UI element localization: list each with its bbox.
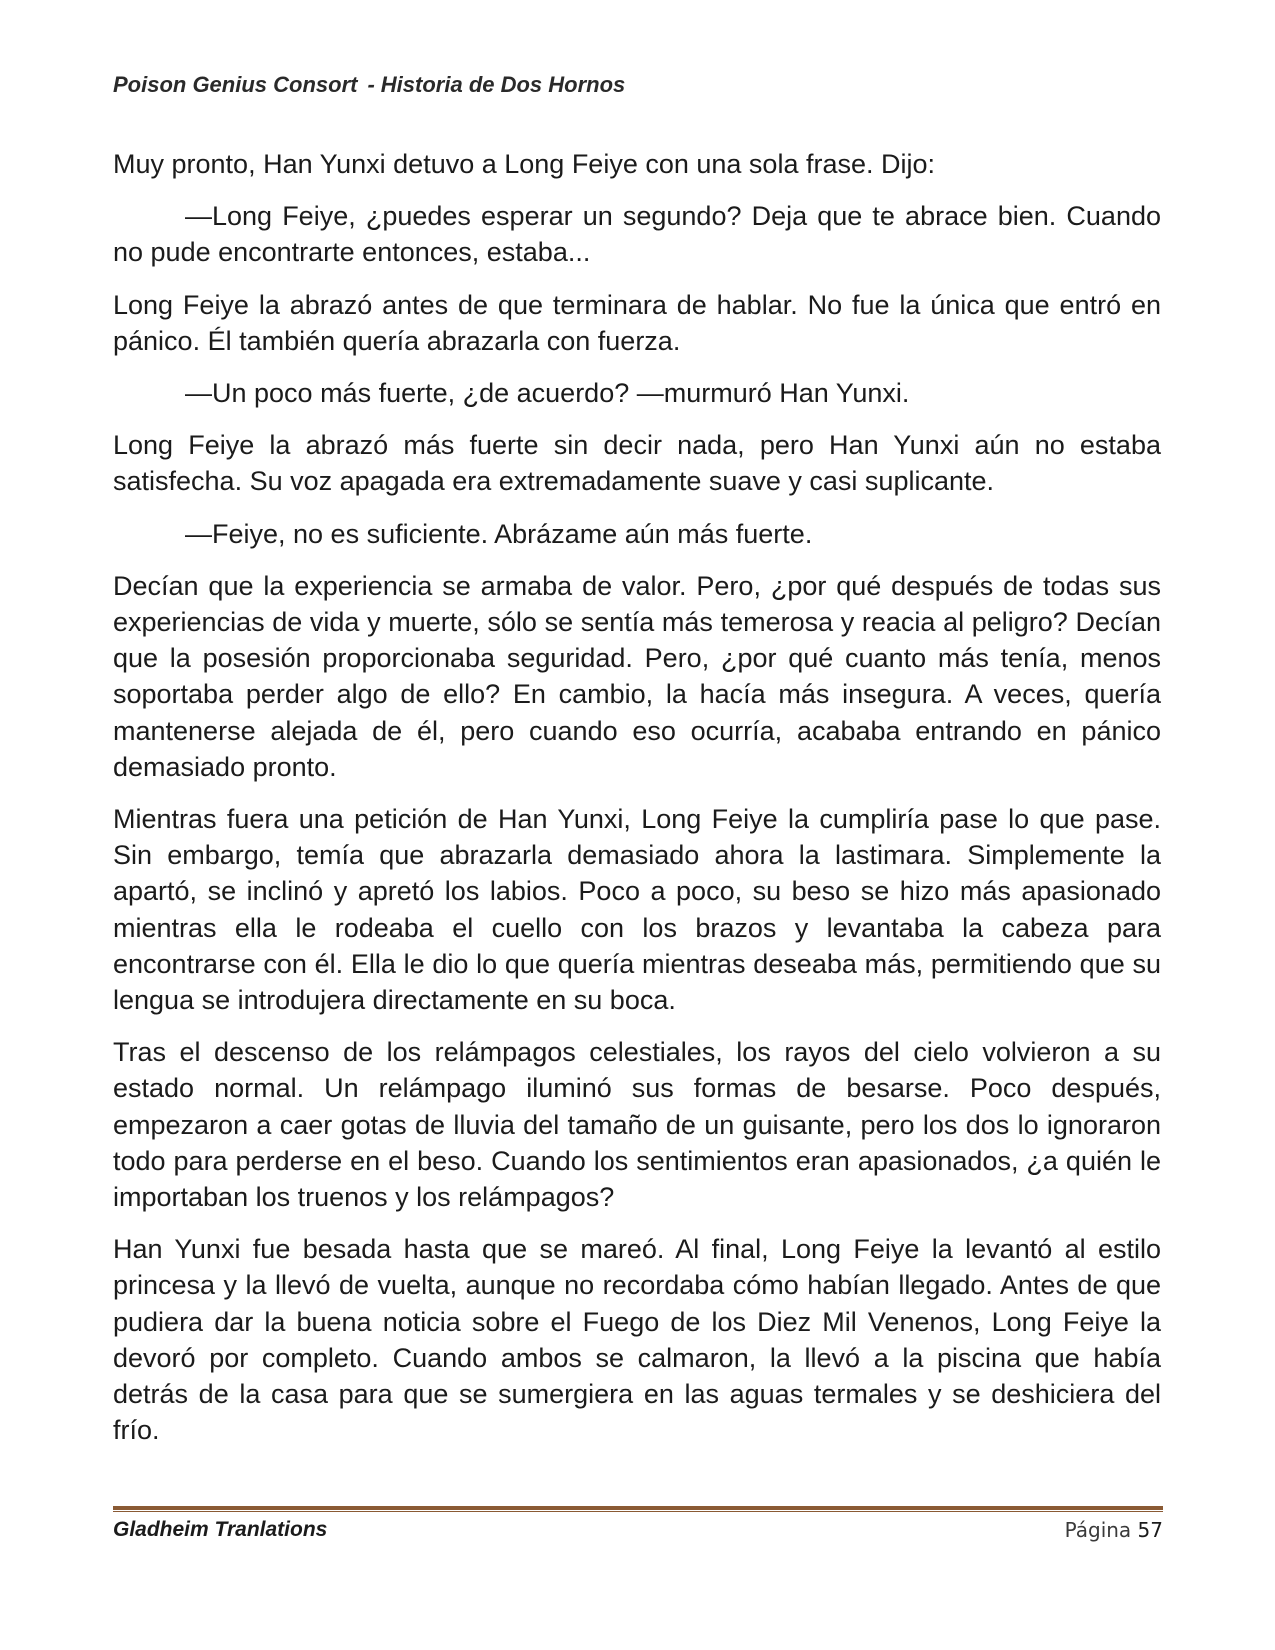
dialogue-paragraph: —Long Feiye, ¿puedes esperar un segundo? Deja que te abrace bien. Cuando no pude encontrarte entonces, estaba...	[113, 201, 1161, 268]
footer-divider-thick	[113, 1506, 1163, 1510]
page-number	[1065, 1518, 1163, 1542]
paragraph: Muy pronto, Han Yunxi detuvo a Long Feiye con una sola frase. Dijo:	[113, 149, 935, 179]
dialogue-paragraph: —Feiye, no es suficiente. Abrázame aún más fuerte.	[185, 518, 813, 549]
paragraph: Long Feiye la abrazó más fuerte sin decir nada, pero Han Yunxi aún no estaba satisfecha. Su voz apagada era extremadamente suave y casi suplicante.	[113, 430, 1161, 497]
header-chapter-title: Historia de Dos Hornos	[380, 72, 626, 97]
body-text	[113, 146, 1161, 1465]
page-label: Página	[1064, 1518, 1132, 1542]
footer-divider-thin	[113, 1511, 1163, 1512]
paragraph: Han Yunxi fue besada hasta que se mareó. Al final, Long Feiye la levantó al estilo princesa y la llevó de vuelta, aunque no recordaba cómo habían llegado. Antes de que pudiera dar la buena noticia sobre el Fuego de los Diez Mil Venenos, Long Feiye la devoró por completo. Cuando ambos se calmaron, la llevó a la piscina que había detrás de la casa para que se sumergiera en las aguas termales y se deshiciera del frío.	[113, 1234, 1161, 1446]
paragraph: Tras el descenso de los relámpagos celestiales, los rayos del cielo volvieron a su estado normal. Un relámpago iluminó sus formas de besarse. Poco después, empezaron a caer gotas de lluvia del tamaño de un guisante, pero los dos lo ignoraron todo para perderse en el beso. Cuando los sentimientos eran apasionados, ¿a quién le importaban los truenos y los relámpagos?	[113, 1037, 1161, 1213]
footer-divider	[113, 1506, 1163, 1513]
page-number-value: 57	[1137, 1518, 1163, 1542]
footer-credit: Gladheim Tranlations	[113, 1518, 328, 1541]
dialogue-paragraph: —Un poco más fuerte, ¿de acuerdo? —murmuró Han Yunxi.	[185, 378, 910, 409]
paragraph: Long Feiye la abrazó antes de que terminara de hablar. No fue la única que entró en pánico. Él también quería abrazarla con fuerza.	[113, 289, 1161, 356]
header-series-title: Poison Genius Consort	[113, 72, 358, 97]
header-separator: -	[367, 72, 375, 97]
paragraph: Decían que la experiencia se armaba de valor. Pero, ¿por qué después de todas sus experiencias de vida y muerte, sólo se sentía más temerosa y reacia al peligro? Decían que la posesión proporcionaba seguridad. Pero, ¿por qué cuanto más tenía, menos soportaba perder algo de ello? En cambio, la hacía más insegura. A veces, quería mantenerse alejada de él, pero cuando eso ocurría, acababa entrando en pánico demasiado pronto.	[113, 570, 1161, 782]
running-header	[113, 72, 625, 98]
paragraph: Mientras fuera una petición de Han Yunxi, Long Feiye la cumpliría pase lo que pase. Sin embargo, temía que abrazarla demasiado ahora la lastimara. Simplemente la apartó, se inclinó y apretó los labios. Poco a poco, su beso se hizo más apasionado mientras ella le rodeaba el cuello con los brazos y levantaba la cabeza para encontrarse con él. Ella le dio lo que quería mientras deseaba más, permitiendo que su lengua se introdujera directamente en su boca.	[113, 804, 1161, 1016]
